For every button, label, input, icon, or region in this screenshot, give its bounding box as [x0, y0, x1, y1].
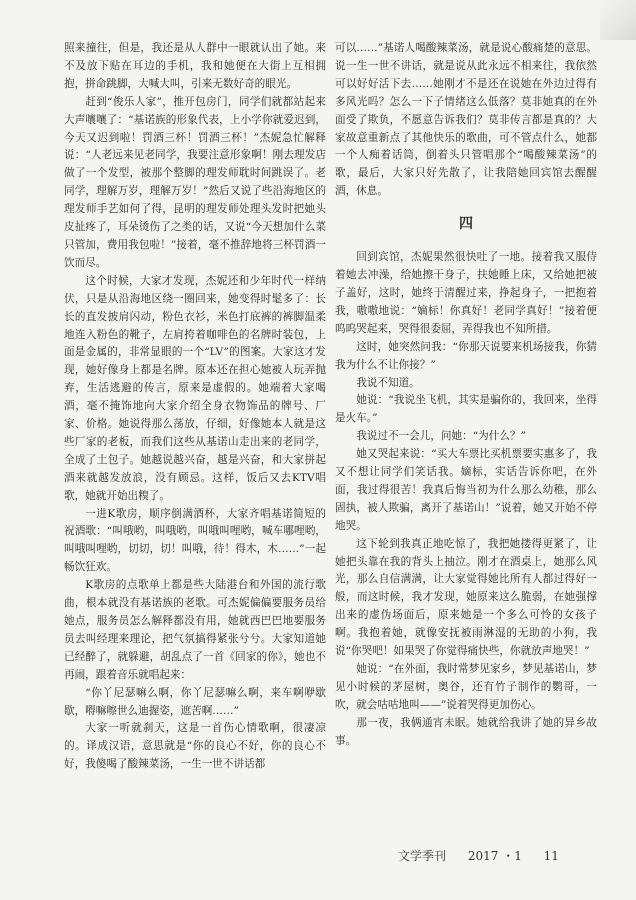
- paragraph: 回到宾馆，杰妮果然很快吐了一地。接着我又服侍着她去冲澡，给她擦干身子，扶她睡上床，又给她把被子盖好，这时，她终于清醒过来，挣起身子，一把抱着我，嗷嗷地说：“嫡标！你真好！老同学真好！”接着便呜呜哭起来，哭得很委屈，弄得我也不知所措。: [335, 251, 597, 335]
- paragraph: 她说：“我说坐飞机，其实是骗你的，我回来，坐得是火车。”: [335, 394, 597, 425]
- paragraph: 我说不知道。: [356, 376, 420, 389]
- paragraph: 这时，她突然问我：“你那天说要来机场接我，你猜我为什么不让你接？”: [335, 340, 597, 371]
- left-column: [64, 40, 326, 774]
- paragraph: K歌房的点歌单上都是些大陆港台和外国的流行歌曲，根本就没有基诺族的老歌。可杰妮偏偏要服务员给她点，服务员怎么解释都没有用，她就西巴巴地要服务员去叫经理来理论，把气氛搞得紧张兮兮。大家知道她已经醉了，就躲避，胡乱点了一首《回家的你》，她也不再闹，跟着音乐就唱起来：: [64, 579, 326, 681]
- paragraph: 这下轮到我真正地吃惊了，我把她搂得更紧了，让她把头靠在我的背头上抽泣。刚才在酒桌上，她那么风光，那么自信满满，让大家觉得她比所有人都过得好一般，而这时候，我才发现，她原来这么脆弱，在她强撑出来的虚伪场面后，原来她是一个多么可怜的女孩子啊。我抱着她，就像安抚被雨淋湿的无助的小狗，我说“你哭吧！如果哭了你觉得痛快些，你就放声地哭！”: [335, 537, 597, 658]
- magazine-name: 文学季刊: [398, 849, 447, 863]
- paragraph: 这个时候，大家才发现，杰妮还和少年时代一样纳伏，只是从沿海地区绕一圈回来，她变得时髦多了：长长的直发披肩闪动，粉色衣衫，米色打底裤的裤脚温柔地连入粉色的靴子，左肩挎着咖啡色的名牌时装包，上面是金属的，非常显眼的一个“LV”的图案。大家这才发现，她好像身上都是名牌。原本还在担心她被人玩弄抛弃，生活逃避的传言，原来是虚假的。她端着大家喝酒，毫不掩饰地向大家介绍全身衣物饰品的牌号、厂家、价格。她说得那么荡放，仔细，好像她本人就是这些厂家的老板，而我们这些从基诺山走出来的老同学，全成了土包子。她越说越兴奋，越是兴奋，和大家拼起酒来就越发放浪，没有顾忌。这样，饭后又去KTV唱歌，她就开始出糗了。: [64, 274, 326, 502]
- paragraph: 可以……”基诺人喝酸辣菜汤，就是说心酸痛楚的意思。说一生一世不讲话，就是说从此永远不相来往，我依然可以好好活下去……她刚才不是还在说她在外边过得有多风光吗？怎么一下子情绪这么低落？莫非她真的在外面受了欺负，不愿意告诉我们？莫非传言都是真的？大家故意重新点了其他快乐的歌曲，可不管点什么，她都一个人痴着话筒，倒着头只管唱那个“喝酸辣菜汤”的歌，最后，大家只好先散了，让我陪她回宾馆去醒醒酒，休息。: [335, 42, 597, 198]
- paragraph: 她说：“在外面，我时常梦见家乡，梦见基诺山，梦见小时候的茅屋树，奥谷，还有竹子制作的鹦哥，一吹，就会咕咕地叫——”说着哭得更加伤心。: [335, 663, 597, 711]
- section-number: 四: [459, 216, 473, 233]
- paragraph: 大家一听就刹天，这是一首伤心情歌啊，很凄凉的。译成汉语，意思就是“你的良心不好，你的良心不好，我傻喝了酸辣菜汤，一生一世不讲话都: [64, 722, 326, 771]
- page-number: 11: [543, 849, 559, 863]
- right-column: [335, 40, 597, 751]
- paragraph: 那一夜，我俩通宵未眠。她就给我讲了她的异乡故事。: [335, 716, 597, 747]
- page-corner-fold: [600, 0, 636, 40]
- paragraph: 照来撞往，但是，我还是从人群中一眼就认出了她。来不及放下贴在耳边的手机，我和她便在大街上互相拥抱，拼命跳脚，大喊大叫，引来无数好奇的眼光。: [64, 42, 326, 90]
- page-footer: [398, 847, 577, 864]
- song-lyrics: “你丫尼瑟嘛么啊，你丫尼瑟嘛么啊，来车啊咿歇歇，嘚嘛嚓世么迪握姿，遮苦啊……”: [64, 686, 326, 717]
- issue-number: 2017 ・1: [467, 849, 522, 863]
- paragraph: 一进K歌房，顺序倒满酒杯，大家齐唱基诺简短的祝酒歌：“叫哦哟，叫哦哟，叫哦叫哩哟，喊车哪哩哟，叫哦叫哩哟，切切，切！叫哦，待！得木，木……”一起畅饮狂欢。: [64, 507, 326, 574]
- paragraph: 赶到“俊乐人家”，推开包房门，同学们就都站起来大声嚷嚷了：“基诺族的形象代表，上小学你就爱迟到，今天又迟到啦！罚酒三杯！罚酒三杯！”杰妮急忙解释说：“人老远来见老同学，我要注意形象啊！刚去理发店做了一个发型，被那个整脚的理发师耽时间跳误了。老同学，理解万岁，理解万岁！”然后又说了些沿海地区的理发师手艺如何了得，昆明的理发师处理头发时把她头皮扯疼了，耳朵烫伤了之类的话，又说“今天想加什么菜只管加，费用我包啦！”接着，毫不推辞地将三杯罚酒一饮而尽。: [64, 95, 326, 269]
- paragraph: 我说过不一会儿，问她：“为什么？”: [356, 430, 526, 443]
- paragraph: 她又哭起来说：“买大车票比买机票要实惠多了，我又不想让同学们笑话我。嫡标，实话告诉你吧，在外面，我过得很苦！我真后悔当初为什么那么幼稚，那么固执，被人欺骗，离开了基诺山！”说着，她又开始不停地哭。: [335, 448, 597, 532]
